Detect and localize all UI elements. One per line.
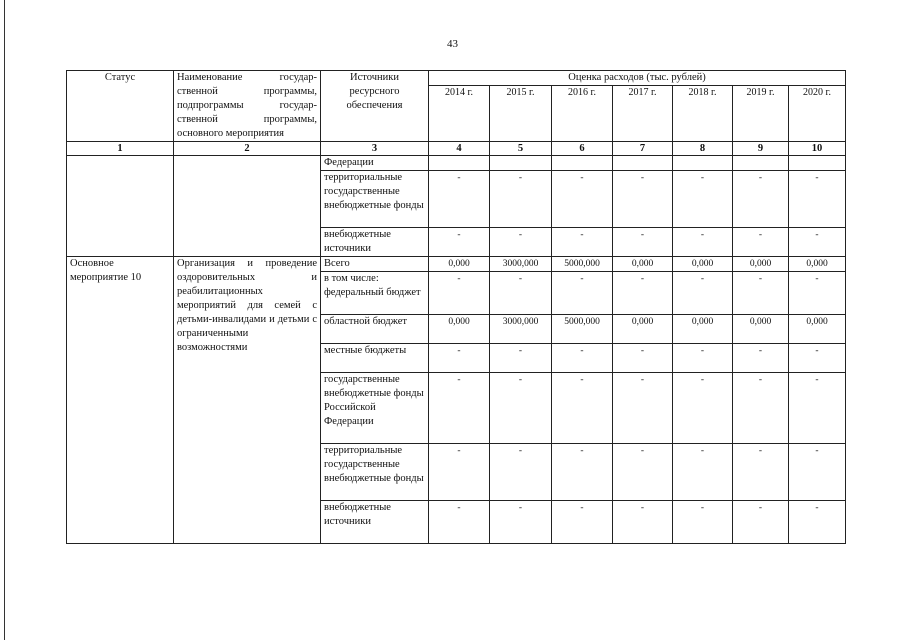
value-cell <box>490 156 552 171</box>
value-cell <box>429 156 490 171</box>
value-cell: - <box>613 444 673 501</box>
header-row-1 <box>67 71 846 86</box>
value-cell: 0,000 <box>733 315 789 344</box>
value-cell: - <box>552 501 613 544</box>
year-2015: 2015 г. <box>490 86 552 142</box>
value-cell: 0,000 <box>613 315 673 344</box>
value-cell: - <box>429 272 490 315</box>
column-number-row <box>67 142 846 156</box>
value-cell: - <box>552 272 613 315</box>
value-cell: - <box>429 373 490 444</box>
year-2020: 2020 г. <box>789 86 846 142</box>
value-cell: - <box>789 501 846 544</box>
value-cell: - <box>429 444 490 501</box>
value-cell: - <box>490 272 552 315</box>
value-cell: - <box>789 344 846 373</box>
year-2019: 2019 г. <box>733 86 789 142</box>
year-2017: 2017 г. <box>613 86 673 142</box>
value-cell: 0,000 <box>429 257 490 272</box>
value-cell: - <box>429 171 490 228</box>
column-number: 1 <box>67 142 174 156</box>
table-row <box>67 257 846 272</box>
value-cell: - <box>673 444 733 501</box>
year-2016: 2016 г. <box>552 86 613 142</box>
source-cell: областной бюджет <box>321 315 429 344</box>
column-number: 7 <box>613 142 673 156</box>
value-cell: - <box>789 373 846 444</box>
column-number: 3 <box>321 142 429 156</box>
value-cell <box>613 156 673 171</box>
value-cell: - <box>490 171 552 228</box>
value-cell: - <box>673 501 733 544</box>
budget-table <box>66 70 846 544</box>
value-cell: - <box>789 272 846 315</box>
source-cell: территориальные государственные внебюджетные фонды <box>321 171 429 228</box>
column-number: 10 <box>789 142 846 156</box>
column-number: 2 <box>174 142 321 156</box>
value-cell: - <box>613 228 673 257</box>
year-2014: 2014 г. <box>429 86 490 142</box>
value-cell: 0,000 <box>429 315 490 344</box>
value-cell <box>552 156 613 171</box>
column-number: 9 <box>733 142 789 156</box>
value-cell: 0,000 <box>673 315 733 344</box>
value-cell: - <box>613 344 673 373</box>
value-cell: - <box>552 373 613 444</box>
column-number: 8 <box>673 142 733 156</box>
value-cell: - <box>552 228 613 257</box>
value-cell: - <box>429 344 490 373</box>
value-cell: - <box>673 373 733 444</box>
value-cell: - <box>490 344 552 373</box>
value-cell: - <box>429 501 490 544</box>
value-cell: - <box>733 171 789 228</box>
source-cell: в том числе: федеральный бюджет <box>321 272 429 315</box>
source-cell: внебюджетные источники <box>321 228 429 257</box>
source-cell: внебюджетные источники <box>321 501 429 544</box>
value-cell: 0,000 <box>673 257 733 272</box>
value-cell: - <box>490 373 552 444</box>
value-cell: - <box>673 171 733 228</box>
value-cell <box>673 156 733 171</box>
header-expenses: Оценка расходов (тыс. рублей) <box>429 71 846 86</box>
value-cell: - <box>789 171 846 228</box>
value-cell: - <box>490 228 552 257</box>
value-cell: - <box>789 228 846 257</box>
scan-edge-line <box>4 0 5 640</box>
header-name: Наименование государ-ственной программы, подпрограммы государ-ственной программы, основного мероприятия <box>174 71 321 142</box>
value-cell: - <box>490 501 552 544</box>
value-cell: - <box>613 272 673 315</box>
value-cell: - <box>613 171 673 228</box>
value-cell: 5000,000 <box>552 257 613 272</box>
value-cell: 0,000 <box>613 257 673 272</box>
value-cell: - <box>733 373 789 444</box>
value-cell: 3000,000 <box>490 257 552 272</box>
value-cell: - <box>673 344 733 373</box>
value-cell: - <box>552 171 613 228</box>
value-cell: - <box>733 228 789 257</box>
year-2018: 2018 г. <box>673 86 733 142</box>
page-number: 43 <box>447 38 458 50</box>
value-cell <box>789 156 846 171</box>
value-cell: - <box>673 272 733 315</box>
header-sources: Источники ресурсного обеспечения <box>321 71 429 142</box>
value-cell: - <box>733 344 789 373</box>
measure-name-cell: Организация и проведение оздоровительных и реабилитационных мероприятий для семей с детьми-инвалидами и детьми с ограниченными возможностями <box>174 257 321 544</box>
column-number: 5 <box>490 142 552 156</box>
column-number: 4 <box>429 142 490 156</box>
value-cell: - <box>552 444 613 501</box>
value-cell: 0,000 <box>789 257 846 272</box>
source-cell: территориальные государственные внебюджетные фонды <box>321 444 429 501</box>
source-cell: Федерации <box>321 156 429 171</box>
continuation-name-cell <box>174 156 321 257</box>
value-cell: 5000,000 <box>552 315 613 344</box>
value-cell: - <box>733 444 789 501</box>
value-cell: - <box>789 444 846 501</box>
header-status: Статус <box>67 71 174 142</box>
source-cell: государственные внебюджетные фонды Российской Федерации <box>321 373 429 444</box>
value-cell: 0,000 <box>733 257 789 272</box>
value-cell <box>733 156 789 171</box>
value-cell: - <box>429 228 490 257</box>
source-cell: местные бюджеты <box>321 344 429 373</box>
value-cell: - <box>613 501 673 544</box>
value-cell: - <box>733 501 789 544</box>
value-cell: - <box>613 373 673 444</box>
value-cell: - <box>552 344 613 373</box>
value-cell: 0,000 <box>789 315 846 344</box>
value-cell: 3000,000 <box>490 315 552 344</box>
continuation-status-cell <box>67 156 174 257</box>
measure-status-cell: Основное мероприятие 10 <box>67 257 174 544</box>
column-number: 6 <box>552 142 613 156</box>
value-cell: - <box>490 444 552 501</box>
source-cell: Всего <box>321 257 429 272</box>
table-row <box>67 156 846 171</box>
value-cell: - <box>733 272 789 315</box>
value-cell: - <box>673 228 733 257</box>
